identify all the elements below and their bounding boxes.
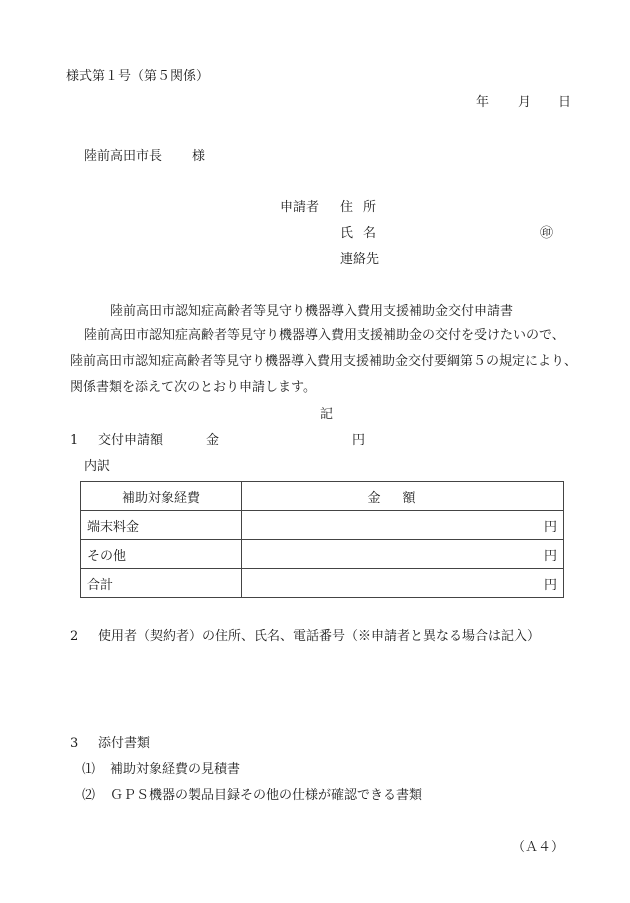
- paper-size: （Ａ４）: [512, 840, 565, 855]
- table-row: [81, 511, 564, 540]
- breakdown-amount-total[interactable]: 円: [242, 569, 564, 598]
- attachment-2-number: ⑵: [82, 788, 96, 803]
- breakdown-amount-terminal[interactable]: 円: [242, 511, 564, 540]
- body-line-3: 関係書類を添えて次のとおり申請します。: [70, 380, 316, 395]
- section1-kin: 金: [206, 433, 220, 448]
- section1-number: 1: [70, 433, 79, 448]
- section3-label: 添付書類: [98, 736, 151, 751]
- breakdown-header-amount-text: 金額: [367, 490, 438, 506]
- document-title: 陸前高田市認知症高齢者等見守り機器導入費用支援補助金交付申請書: [110, 304, 514, 319]
- breakdown-label: 内訳: [84, 459, 111, 474]
- section3-number: 3: [70, 736, 79, 751]
- breakdown-header-row: [81, 482, 564, 511]
- table-row: [81, 540, 564, 569]
- breakdown-header-item: 補助対象経費: [81, 482, 242, 511]
- section2-number: 2: [70, 629, 79, 644]
- date-month: 月: [518, 95, 532, 110]
- form-number: 様式第１号（第５関係）: [66, 69, 210, 84]
- table-row: [81, 569, 564, 598]
- addressee-name: 陸前高田市長: [84, 149, 163, 164]
- applicant-label: 申請者: [280, 200, 320, 215]
- applicant-contact-label: 連絡先: [340, 252, 380, 267]
- breakdown-amount-other[interactable]: 円: [242, 540, 564, 569]
- section1-yen: 円: [352, 433, 366, 448]
- date-day: 日: [558, 95, 572, 110]
- section1-label: 交付申請額: [98, 433, 164, 448]
- applicant-address-label: 住所: [340, 200, 387, 215]
- attachment-1-text: 補助対象経費の見積書: [110, 762, 241, 777]
- applicant-name-label: 氏名: [340, 226, 387, 241]
- addressee-honorific: 様: [192, 149, 206, 164]
- attachment-2-text: ＧＰＳ機器の製品目録その他の仕様が確認できる書類: [110, 788, 423, 803]
- breakdown-item-total: 合計: [81, 569, 242, 598]
- breakdown-item-terminal: 端末料金: [81, 511, 242, 540]
- seal-mark: ㊞: [540, 226, 554, 241]
- body-line-1: 陸前高田市認知症高齢者等見守り機器導入費用支援補助金の交付を受けたいので、: [84, 328, 565, 343]
- attachment-1-number: ⑴: [82, 762, 96, 777]
- body-line-2: 陸前高田市認知症高齢者等見守り機器導入費用支援補助金交付要綱第５の規定により、: [70, 354, 578, 369]
- breakdown-table: [80, 481, 564, 598]
- section2-label: 使用者（契約者）の住所、氏名、電話番号（※申請者と異なる場合は記入）: [98, 629, 541, 644]
- ki-mark: 記: [320, 407, 334, 422]
- breakdown-header-amount: [242, 482, 564, 511]
- date-year: 年: [476, 95, 490, 110]
- breakdown-item-other: その他: [81, 540, 242, 569]
